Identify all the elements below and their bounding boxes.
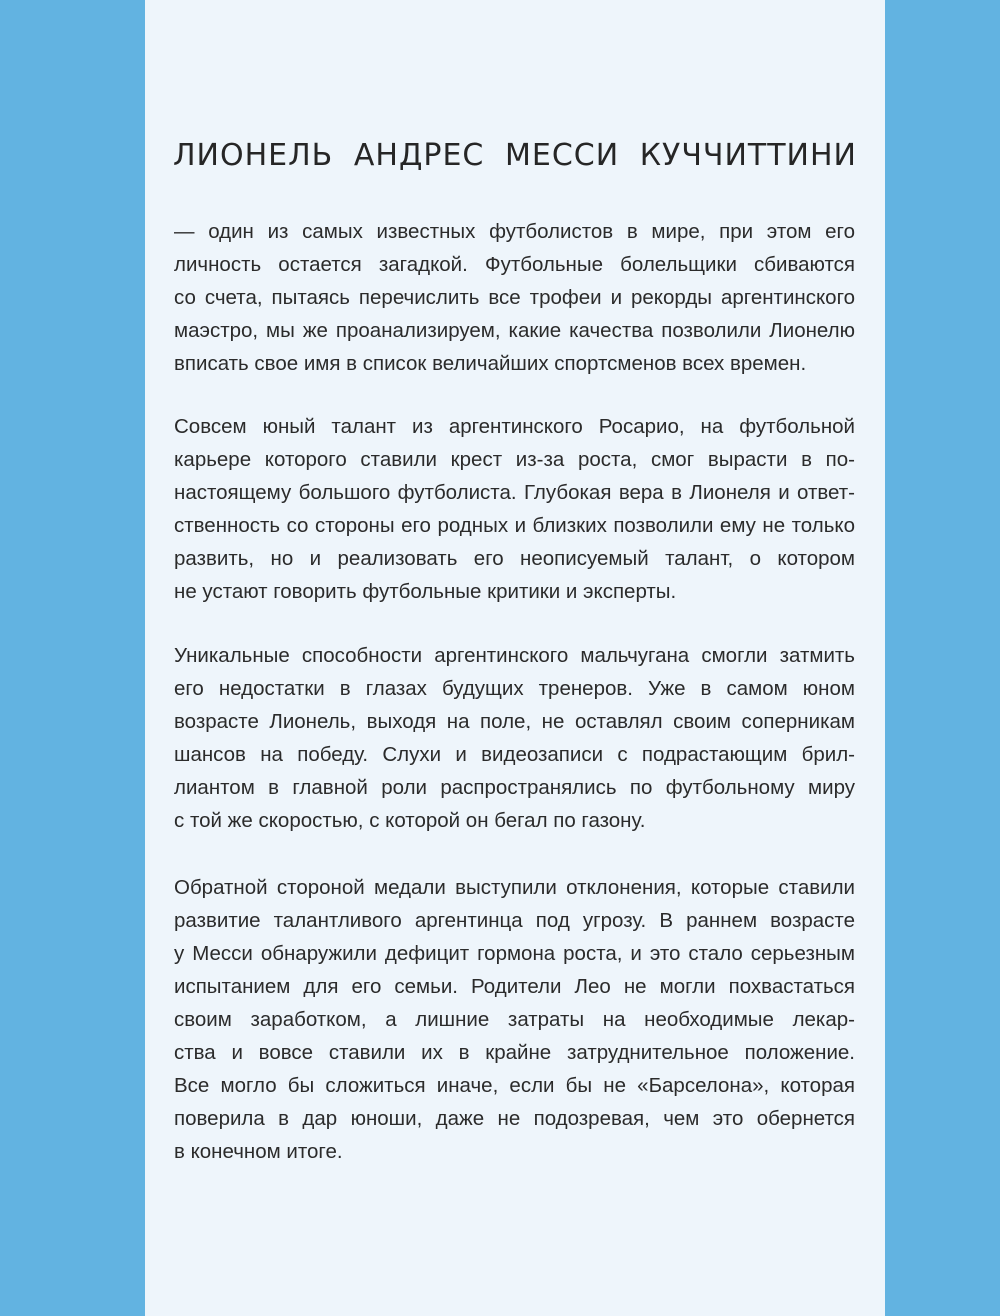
- text-line: испытанием для его семьи. Родители Лео не могли похвастаться: [174, 975, 855, 998]
- text-line: — один из самых известных футболистов в мире, при этом его: [174, 220, 855, 243]
- text-line: развитие талантливого аргентинца под угрозу. В раннем возрасте: [174, 909, 855, 932]
- text-line: лиантом в главной роли распространялись по футбольному миру: [174, 776, 855, 799]
- text-line: поверила в дар юноши, даже не подозревая, чем это обернется: [174, 1107, 855, 1130]
- paragraph-3: [174, 639, 855, 837]
- text-line: ства и вовсе ставили их в крайне затруднительное положение.: [174, 1041, 855, 1064]
- text-line: настоящему большого футболиста. Глубокая вера в Лионеля и ответ-: [174, 481, 855, 504]
- text-line: Уникальные способности аргентинского мальчугана смогли затмить: [174, 644, 855, 667]
- text-line: Обратной стороной медали выступили отклонения, которые ставили: [174, 876, 855, 899]
- text-line: личность остается загадкой. Футбольные болельщики сбиваются: [174, 253, 855, 276]
- paragraph-2: [174, 410, 855, 608]
- text-line: у Месси обнаружили дефицит гормона роста, и это стало серьезным: [174, 942, 855, 965]
- text-line: своим заработком, а лишние затраты на необходимые лекар-: [174, 1008, 855, 1031]
- text-line: развить, но и реализовать его неописуемый талант, о котором: [174, 547, 855, 570]
- text-line: карьере которого ставили крест из-за роста, смог вырасти в по-: [174, 448, 855, 471]
- text-line: ственность со стороны его родных и близких позволили ему не только: [174, 514, 855, 537]
- text-line: Все могло бы сложиться иначе, если бы не «Барселона», которая: [174, 1074, 855, 1097]
- paragraph-4: [174, 871, 855, 1168]
- text-line: его недостатки в глазах будущих тренеров. Уже в самом юном: [174, 677, 855, 700]
- paragraph-1: [174, 215, 855, 380]
- text-line: возрасте Лионель, выходя на поле, не оставлял своим соперникам: [174, 710, 855, 733]
- text-line: шансов на победу. Слухи и видеозаписи с подрастающим брил-: [174, 743, 855, 766]
- text-line: вписать свое имя в список величайших спортсменов всех времен.: [174, 352, 807, 375]
- text-line: со счета, пытаясь перечислить все трофеи и рекорды аргентинского: [174, 286, 855, 309]
- text-line: маэстро, мы же проанализируем, какие качества позволили Лионелю: [174, 319, 855, 342]
- text-line: не устают говорить футбольные критики и эксперты.: [174, 580, 677, 603]
- text-line: в конечном итоге.: [174, 1140, 343, 1163]
- text-line: с той же скоростью, с которой он бегал по газону.: [174, 809, 646, 832]
- text-line: Совсем юный талант из аргентинского Росарио, на футбольной: [174, 415, 855, 438]
- page-title: ЛИОНЕЛЬ АНДРЕС МЕССИ КУЧЧИТТИНИ: [173, 138, 857, 173]
